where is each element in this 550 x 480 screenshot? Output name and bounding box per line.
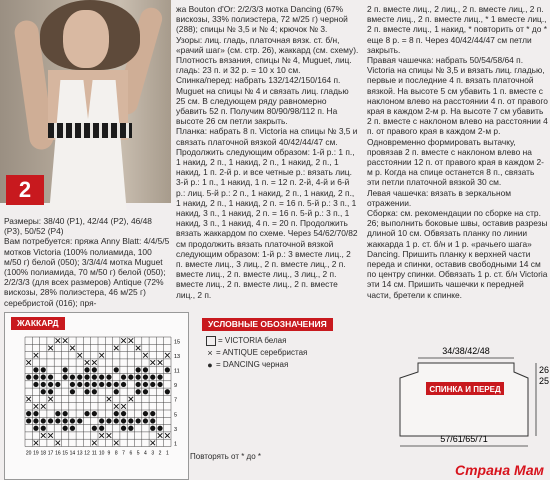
sizes-paragraph: Размеры: 38/40 (Р1), 42/44 (Р2), 46/48 (Р3), 50/52 (Р4): [4, 216, 152, 237]
dancing-dot: [165, 367, 170, 372]
dancing-dot: [41, 367, 46, 372]
row-label: 11: [174, 368, 180, 375]
dancing-dot: [121, 382, 126, 387]
watermark-logo: Страна Мам: [454, 462, 544, 478]
dancing-dot: [150, 375, 155, 380]
dancing-dot: [92, 367, 97, 372]
dancing-dot: [63, 426, 68, 431]
dancing-dot: [136, 375, 141, 380]
dancing-dot: [92, 411, 97, 416]
dancing-dot: [150, 426, 155, 431]
top-width-label: 34/38/42/48: [442, 346, 490, 356]
dancing-dot: [99, 375, 104, 380]
dancing-dot: [143, 411, 148, 416]
col-label: 19: [33, 450, 39, 457]
col-label: 17: [47, 450, 54, 457]
dancing-dot: [41, 418, 46, 423]
bottom-width-label: 57/61/65/71: [440, 434, 488, 444]
dancing-dot: [114, 367, 119, 372]
dancing-dot: [99, 426, 104, 431]
dancing-dot: [121, 375, 126, 380]
dancing-dot: [26, 411, 31, 416]
col-label: 3: [151, 450, 155, 457]
row-label: 3: [174, 426, 178, 433]
materials-continued: жа Bouton d'Or: 2/2/3/3 мотка Dancing (67% вискозы, 33% полиэстера, 72 м/25 г) черной (288); спицы № 3,5 и № 4; крючок № 3.: [176, 4, 348, 35]
dancing-dot: [70, 382, 75, 387]
strip-continued: 2 п. вместе лиц., 2 лиц., 2 п. вместе лиц., 2 п. вместе лиц., 2 п. вместе лиц., * 1 вместе лиц., 2 п. вместе лиц., 1 накид, * повторить от * до * еще 8 р. = 8 п. Через 40/42/44/47 см петли закрыть.: [367, 4, 548, 55]
assembly-paragraph: Сборка: см. рекомендации по сборке на стр. 26; выполнить боковые швы, оставив разрезы длиной 10 см. Обвязать планку по линии жаккарда 1 р. ст. б/н и 1 р. «рачьего шага» Dancing. Пришить планку к верхней части переда и спинки, оставив свободными 14 см по центру спинки. Обвязать 1 р. ст. б/н Victoria эти 14 см. Пришить чашечки к передней части, бретели к спинке.: [367, 208, 548, 300]
dancing-dot: [63, 418, 68, 423]
row-label: 9: [174, 383, 178, 390]
dancing-dot: [128, 426, 133, 431]
strip-paragraph: Планка: набрать 8 п. Victoria на спицы № 3,5 и связать платочной вязкой 40/42/44/47 см. Продолжить следующим образом: 1-й р.: 1 п., 1 накид, 2 п., 1 накид, 2 п., 1 накид, 2 п., 1 накид, 1 п. 2-й р. и все четные р.: вязать лиц. 3-й р.: 1 п., 1 накид, 1 п. = 12 п. 2-й, 4-й и 6-й р.: лиц. 5-й р.: 2 п., 1 накид, 2 п., 1 накид, 2 п., 1 накид, 2 п., 1 накид, 2 п. = 16 п. 5-й р.: 3 п., 1 накид, 3 п., 1 накид, 2 п. = 16 п. 5-й р.: 3 п., 1 накид, 3 п., 1 накид, 4 п. = 20 п. Продолжить вязать жаккардом по схеме. Через 54/62/70/82 см продолжить вязать платочной вязкой следующим образом: 1-й р.: 3 вместе лиц., 2 п. вместе лиц., 3 лиц., 2 п. вместе лиц., 2 п. вместе лиц., 2 п. вместе лиц., 3 лиц., 2 п. вместе лиц., 2 п. вместе лиц., 2 п. вместе лиц., 2 п.: [176, 126, 358, 300]
legend-title: УСЛОВНЫЕ ОБОЗНАЧЕНИЯ: [202, 318, 333, 331]
row-label: 13: [174, 353, 181, 360]
dancing-dot: [55, 418, 60, 423]
col-label: 14: [69, 450, 76, 457]
dancing-dot: [41, 389, 46, 394]
dancing-dot: [136, 389, 141, 394]
col-label: 2: [158, 450, 162, 457]
col-label: 11: [91, 450, 97, 457]
dancing-dot: [84, 382, 89, 387]
legend-item-dancing: [204, 360, 364, 370]
col-label: 7: [122, 450, 125, 457]
col-label: 4: [144, 450, 147, 457]
col-label: 8: [114, 450, 118, 457]
col-label: 15: [62, 450, 68, 457]
dancing-dot: [41, 375, 46, 380]
repeat-note: Повторять от * до *: [190, 452, 261, 461]
col-label: 20: [25, 450, 32, 457]
legend-item-antique: [204, 348, 364, 358]
dancing-dot: [114, 382, 119, 387]
col-label: 10: [98, 450, 105, 457]
dancing-dot: [157, 375, 162, 380]
dancing-dot: [26, 418, 31, 423]
dancing-dot: [143, 375, 148, 380]
dancing-dot: [77, 418, 82, 423]
dancing-dot: [84, 367, 89, 372]
piece-label: СПИНКА И ПЕРЕД: [429, 385, 501, 394]
dancing-dot: [48, 382, 53, 387]
dancing-dot: [143, 382, 148, 387]
dancing-dot: [128, 418, 133, 423]
gauge-paragraph: Плотность вязания, спицы № 4, Muguet, лиц. гладь: 23 п. и 32 р. = 10 х 10 см.: [176, 55, 352, 76]
col-label: 9: [107, 450, 111, 457]
dancing-dot: [70, 375, 75, 380]
dancing-dot: [33, 375, 38, 380]
dancing-dot: [48, 375, 53, 380]
dancing-dot: [143, 418, 148, 423]
text-column-3: [367, 4, 548, 300]
model-photo: [0, 0, 171, 203]
row-label: 5: [174, 412, 178, 419]
dancing-dot: [77, 375, 82, 380]
dancing-dot: [41, 426, 46, 431]
dancing-dot: [114, 389, 119, 394]
dancing-dot: [165, 389, 170, 394]
text-column-2: [176, 4, 359, 300]
dancing-dot: [26, 375, 31, 380]
dancing-dot: [128, 375, 133, 380]
empty-square-icon: [206, 336, 216, 346]
dancing-dot: [150, 411, 155, 416]
dancing-dot: [150, 382, 155, 387]
dancing-dot: [106, 375, 111, 380]
dancing-dot: [99, 418, 104, 423]
dancing-dot: [70, 418, 75, 423]
dancing-dot: [121, 426, 126, 431]
dancing-dot: [63, 375, 68, 380]
jacquard-title: ЖАККАРД: [11, 317, 65, 330]
dancing-dot: [157, 382, 162, 387]
dancing-dot: [92, 375, 97, 380]
dancing-dot: [63, 411, 68, 416]
col-label: 13: [76, 450, 83, 457]
col-label: 5: [136, 450, 140, 457]
dancing-dot: [106, 382, 111, 387]
dancing-dot: [136, 382, 141, 387]
dancing-dot: [114, 411, 119, 416]
dancing-dot: [48, 418, 53, 423]
row-label: 15: [174, 339, 181, 346]
dancing-dot: [84, 389, 89, 394]
jacquard-chart-panel: [4, 312, 189, 480]
dancing-dot: [70, 426, 75, 431]
dancing-dot: [121, 418, 126, 423]
col-label: 16: [55, 450, 61, 457]
legend-item-victoria: [204, 336, 364, 346]
dancing-dot: [92, 382, 97, 387]
dancing-dot: [150, 418, 155, 423]
dancing-dot: [114, 418, 119, 423]
dancing-dot: [55, 382, 60, 387]
dancing-dot: [63, 367, 68, 372]
legend-text: = DANCING черная: [216, 360, 289, 369]
dancing-dot: [92, 389, 97, 394]
left-cup-paragraph: Левая чашечка: вязать в зеркальном отражении.: [367, 187, 512, 208]
dancing-dot: [106, 418, 111, 423]
dancing-dot: [41, 382, 46, 387]
cross-icon: ×: [207, 348, 213, 358]
jacquard-grid: [5, 313, 188, 479]
text-column-1: [4, 216, 170, 308]
row-label: 1: [174, 441, 178, 448]
right-cup-paragraph: Правая чашечка: набрать 50/54/58/64 п. Victoria на спицы № 3,5 и вязать лиц. гладью, первые и последние 4 п. вязать платочной вязкой. На высоте 5 см убавить 1 п. вместе с наклоном влево на расстоянии 4 п. от правого края в каждом 2-м р. На высоте 7 см убавить 2 п. вместе с наклоном влево на расстоянии 4 п. от правого края в каждом 2-м р. Одновременно формировать вытачку, провязав 2 п. вместе с наклоном влево на расстоянии 12 п. от правого края в каждом 2-м р. Когда на спице останется 8 п., связать эти петли платочной вязкой 30 см.: [367, 55, 548, 188]
legend-text: = ANTIQUE серебристая: [216, 348, 308, 357]
back-front-paragraph: Спинка/перед: набрать 132/142/150/164 п. Muguet на спицы № 4 и связать лиц. гладью 25 см. В следующем ряду равномерно убавить 52 п. Получим 80/90/98/112 п. На высоте 26 см петли закрыть.: [176, 75, 349, 127]
dancing-dot: [143, 389, 148, 394]
dancing-dot: [33, 411, 38, 416]
dancing-dot: [33, 367, 38, 372]
dancing-dot: [33, 382, 38, 387]
patterns-paragraph: Узоры: лиц. гладь, платочная вязк. ст. б/н, «рачий шаг» (см. стр. 26), жаккард (см. схему).: [176, 34, 359, 55]
dancing-dot: [136, 418, 141, 423]
dancing-dot: [92, 426, 97, 431]
row-label: 7: [174, 397, 178, 404]
legend-text: = VICTORIA белая: [218, 336, 287, 345]
dancing-dot: [84, 375, 89, 380]
height-label-a: 26: [539, 365, 550, 375]
back-front-schematic: [396, 318, 550, 468]
col-label: 12: [84, 450, 90, 457]
dancing-dot: [99, 382, 104, 387]
model-number-badge: 2: [6, 175, 44, 205]
materials-paragraph: Вам потребуется: пряжа Anny Blatt: 4/4/5/5 мотков Victoria (100% полиамида, 100 м/50 г) белой (050); 3/3/4/4 мотка Muguet (100% полиамида, 70 м/50 г) белой (050); 2/2/3/3 (для всех размеров) Antique (72% вискозы, 28% полиэстера, 46 м/25 г) серебристой (016); пря-: [4, 236, 170, 308]
dancing-dot: [55, 411, 60, 416]
dancing-dot: [77, 382, 82, 387]
dancing-dot: [33, 418, 38, 423]
dancing-dot: [84, 411, 89, 416]
height-label-b: 25: [539, 376, 550, 386]
legend: [204, 334, 364, 372]
dancing-dot: [143, 367, 148, 372]
dancing-dot: [157, 426, 162, 431]
dancing-dot: [33, 426, 38, 431]
col-label: 6: [129, 450, 133, 457]
dancing-dot: [48, 389, 53, 394]
dancing-dot: [136, 367, 141, 372]
col-label: 1: [165, 450, 169, 457]
col-label: 18: [40, 450, 47, 457]
dot-icon: ●: [207, 360, 213, 370]
dancing-dot: [121, 411, 126, 416]
dancing-dot: [70, 389, 75, 394]
